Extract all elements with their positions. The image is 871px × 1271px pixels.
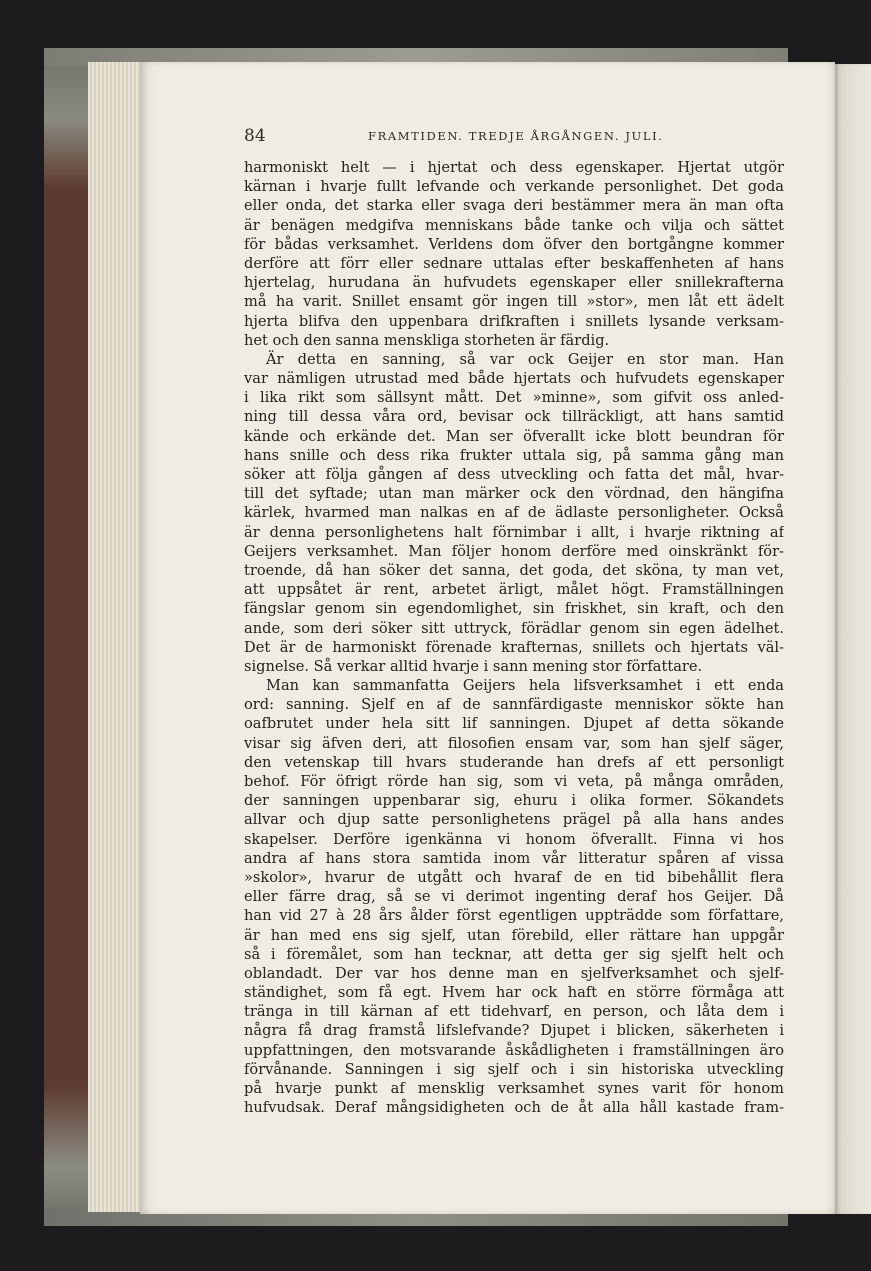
text-line: att uppsåtet är rent, arbetet ärligt, målet högt. Framställningen — [244, 581, 784, 599]
text-line: han vid 27 à 28 års ålder först egentligen uppträdde som författare, — [244, 907, 784, 925]
text-line: Är detta en sanning, så var ock Geijer en stor man. Han — [266, 350, 784, 368]
page-number: 84 — [244, 126, 266, 146]
book-spine — [44, 48, 92, 1226]
text-line: till det syftade; utan man märker ock den vördnad, den hängifna — [244, 485, 784, 503]
text-line: allvar och djup satte personlighetens prägel på alla hans andes — [244, 811, 784, 829]
text-line: söker att följa gången af dess utveckling och fatta det mål, hvar- — [244, 466, 784, 483]
text-line: för bådas verksamhet. Verldens dom öfver den bortgångne kommer — [244, 235, 784, 253]
text-line: Geijers verksamhet. Man följer honom derföre med oinskränkt för- — [244, 542, 784, 560]
body-text — [244, 158, 784, 1117]
text-line: troende, då han söker det sanna, det goda, det sköna, ty man vet, — [244, 561, 784, 579]
text-line: hufvudsak. Deraf mångsidigheten och de åt alla håll kastade fram- — [244, 1099, 784, 1117]
text-line: »skolor», hvarur de utgått och hvaraf de en tid bibehållit flera — [244, 868, 784, 886]
text-line: kärnan i hvarje fullt lefvande och verkande personlighet. Det goda — [244, 178, 784, 196]
text-line: uppfattningen, den motsvarande åskådligheten i framställningen äro — [244, 1041, 784, 1059]
text-line: Det är de harmoniskt förenade krafternas, snillets och hjertats väl- — [244, 638, 784, 656]
text-line: hjertelag, hurudana än hufvudets egenskaper eller snillekrafterna — [244, 274, 784, 292]
text-line: den vetenskap till hvars studerande han drefs af ett personligt — [244, 753, 784, 771]
text-line: der sanningen uppenbarar sig, ehuru i olika former. Sökandets — [244, 792, 784, 810]
text-line: ord: sanning. Sjelf en af de sannfärdigaste menniskor sökte han — [244, 696, 784, 714]
text-line: några få drag framstå lifslefvande? Djupet i blicken, säkerheten i — [244, 1022, 784, 1040]
text-line: var nämligen utrustad med både hjertats och hufvudets egenskaper — [244, 370, 784, 388]
text-line: förvånande. Sanningen i sig sjelf och i sin historiska utveckling — [244, 1060, 784, 1078]
text-line: signelse. Så verkar alltid hvarje i sann mening stor författare. — [244, 657, 703, 675]
text-line: är benägen medgifva menniskans både tanke och vilja och sättet — [244, 216, 784, 234]
text-line: ande, som deri söker sitt uttryck, förädlar genom sin egen ädelhet. — [244, 619, 784, 637]
text-line: ning till dessa våra ord, bevisar ock tillräckligt, att hans samtid — [244, 408, 784, 426]
text-line: så i föremålet, som han tecknar, att detta ger sig sjelft helt och — [244, 945, 784, 963]
text-line: hans snille och dess rika frukter uttala sig, på samma gång man — [244, 446, 784, 464]
text-line: tränga in till kärnan af ett tidehvarf, en person, och låta dem i — [244, 1003, 784, 1021]
text-line: ständighet, som få egt. Hvem har ock haft en större förmåga att — [244, 984, 784, 1002]
text-line: skapelser. Derföre igenkänna vi honom öfverallt. Finna vi hos — [244, 830, 784, 848]
text-line: oblandadt. Der var hos denne man en sjelfverksamhet och sjelf- — [244, 964, 784, 982]
text-line: visar sig äfven deri, att filosofien ensam var, som han sjelf säger, — [244, 734, 784, 752]
text-line: hjerta blifva den uppenbara drifkraften i snillets lysande verksam- — [244, 312, 784, 330]
text-line: het och den sanna menskliga storheten är färdig. — [244, 331, 610, 349]
text-line: oafbrutet under hela sitt lif sanningen. Djupet af detta sökande — [244, 715, 784, 733]
text-line: eller onda, det starka eller svaga deri bestämmer mera än man ofta — [244, 197, 784, 215]
running-head-title: FRAMTIDEN. TREDJE ÅRGÅNGEN. JULI. — [368, 129, 664, 143]
text-line: behof. För öfrigt rörde han sig, som vi veta, på många områden, — [244, 773, 784, 790]
page-edges — [88, 62, 144, 1212]
text-line: andra af hans stora samtida inom vår litteratur spåren af vissa — [244, 849, 784, 867]
text-line: eller färre drag, så se vi derimot ingenting deraf hos Geijer. Då — [244, 888, 784, 906]
facing-page-edge — [835, 64, 871, 1214]
running-head — [244, 126, 788, 150]
text-line: på hvarje punkt af mensklig verksamhet synes varit för honom — [244, 1080, 784, 1097]
text-line: derföre att förr eller sednare uttalas efter beskaffenheten af hans — [244, 254, 784, 272]
text-line: är denna personlighetens halt förnimbar i allt, i hvarje riktning af — [244, 523, 784, 541]
text-line: fängslar genom sin egendomlighet, sin friskhet, sin kraft, och den — [244, 600, 784, 618]
text-line: Man kan sammanfatta Geijers hela lifsverksamhet i ett enda — [266, 677, 784, 695]
text-line: i lika rikt som sällsynt mått. Det »minne», som gifvit oss anled- — [244, 389, 784, 407]
text-line: harmoniskt helt — i hjertat och dess egenskaper. Hjertat utgör — [244, 159, 784, 176]
text-line: kände och erkände det. Man ser öfverallt icke blott beundran för — [244, 427, 784, 445]
text-line: må ha varit. Snillet ensamt gör ingen till »stor», men låt ett ädelt — [244, 293, 784, 311]
text-line: är han med ens sig sjelf, utan förebild, eller rättare han uppgår — [244, 926, 784, 944]
text-line: kärlek, hvarmed man nalkas en af de ädlaste personligheter. Också — [244, 504, 784, 522]
